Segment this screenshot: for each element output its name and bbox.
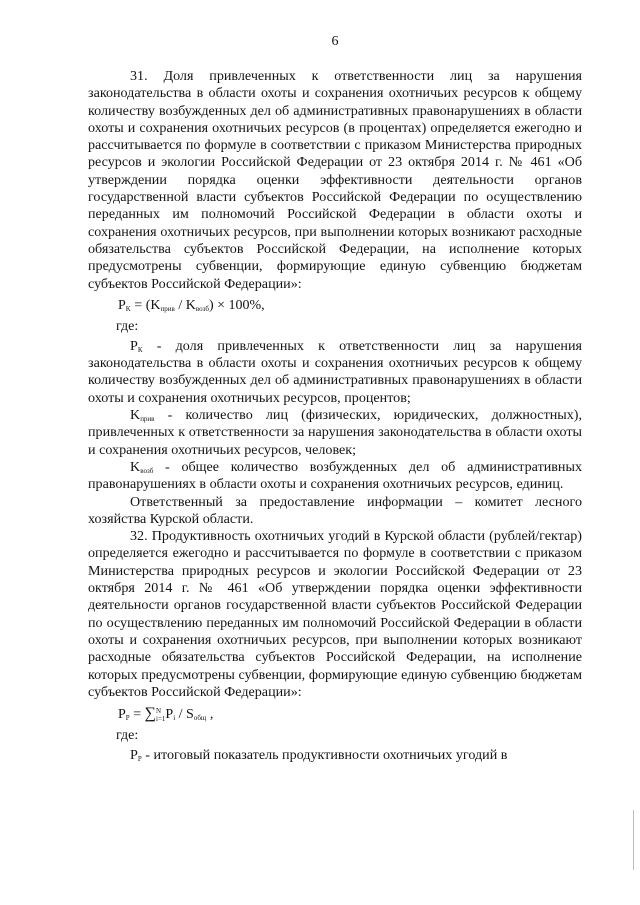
definition-pk bbox=[88, 338, 582, 407]
formula-symbol: P bbox=[118, 707, 126, 723]
where-label: где: bbox=[116, 318, 139, 334]
page-number: 6 bbox=[331, 34, 339, 49]
responsible-paragraph: Ответственный за предоставление информации – комитет лесного хозяйства Курской области. bbox=[88, 493, 582, 527]
formula-subscript: прив bbox=[160, 304, 175, 313]
definition-subscript: К bbox=[137, 345, 143, 354]
definition-symbol: K bbox=[130, 407, 141, 424]
formula-part: = (K bbox=[130, 297, 161, 313]
definition-text: - итоговый показатель продуктивности охотничьих угодий в bbox=[141, 747, 508, 764]
sum-lower-limit: i=1 bbox=[156, 714, 166, 723]
definition-subscript: возб bbox=[140, 466, 154, 475]
formula-subscript: K bbox=[125, 304, 131, 313]
definition-subscript: прив bbox=[140, 415, 155, 424]
formula-symbol: P bbox=[118, 297, 126, 313]
formula-subscript: i bbox=[173, 714, 176, 723]
definition-pp bbox=[88, 747, 582, 764]
sum-upper-limit: N bbox=[156, 706, 162, 715]
formula-part: ) × 100%, bbox=[208, 297, 265, 313]
where-label: где: bbox=[116, 728, 139, 744]
formula-part: / S bbox=[175, 707, 194, 723]
formula-pp bbox=[118, 704, 582, 725]
formula-subscript: возб bbox=[195, 304, 209, 313]
definition-symbol: P bbox=[130, 337, 138, 354]
definition-subscript: P bbox=[137, 755, 142, 764]
paragraph-item-31: 31. Доля привлеченных к ответственности лиц за нарушения законодательства в области охоты и сохранения охотничьих ресурсов к общему количеству возбужденных дел об административных правонарушениях в области охоты и сохранения охотничьих ресурсов (в процентах) определяется ежегодно и рассчитывается по формуле в соответствии с приказом Министерства природных ресурсов и экологии Российской Федерации от 23 октября 2014 г. № 461 «Об утверждении порядка оценки эффективности деятельности органов государственной власти субъектов Российской Федерации по осуществлению переданных им полномочий Российской Федерации в области охоты и сохранения охотничьих ресурсов, при выполнении которых возникают расходные обязательства субъектов Российской Федерации, на исполнение которых предусмотрены субвенции, формирующие единую субвенцию бюджетам субъектов Российской Федерации»: bbox=[88, 68, 582, 292]
paragraph-item-32: 32. Продуктивность охотничьих угодий в Курской области (рублей/гектар) определяется ежегодно и рассчитывается по формуле в соответствии с приказом Министерства природных ресурсов и экологии Российской Федерации от 23 октября 2014 г. № 461 «Об утверждении порядка оценки эффективности деятельности органов государственной власти субъектов Российской Федерации по осуществлению переданных им полномочий Российской Федерации в области охоты и сохранения охотничьих ресурсов, при выполнении которых возникают расходные обязательства субъектов Российской Федерации, на исполнение которых предусмотрены субвенции, формирующие единую субвенцию бюджетам субъектов Российской Федерации»: bbox=[88, 528, 582, 700]
formula-pk bbox=[118, 296, 582, 316]
sum-sign: ∑ bbox=[144, 705, 157, 723]
formula-part: / K bbox=[174, 297, 196, 313]
formula-subscript: общ bbox=[193, 714, 207, 723]
definition-text: - количество лиц (физических, юридических, должностных), привлеченных к ответственности за нарушения законодательства в области охоты и сохранения охотничьих ресурсов, человек; bbox=[88, 407, 582, 458]
definition-text: - доля привлеченных к ответственности лиц за нарушения законодательства в области охоты и сохранения охотничьих ресурсов к общему количеству возбужденных дел об административных правонарушениях в области охоты и сохранения охотничьих ресурсов, процентов; bbox=[88, 337, 582, 406]
definition-kpriv bbox=[88, 407, 582, 459]
definition-symbol: P bbox=[130, 747, 138, 764]
scan-edge-mark bbox=[633, 810, 634, 870]
formula-part: = bbox=[129, 707, 145, 723]
sum-limits bbox=[156, 707, 165, 723]
formula-part: P bbox=[165, 707, 174, 723]
definition-kvozb bbox=[88, 459, 582, 494]
formula-part: , bbox=[206, 707, 214, 723]
formula-subscript: P bbox=[125, 714, 130, 723]
definition-text: - общее количество возбужденных дел об административных правонарушениях в области охоты и сохранения охотничьих ресурсов, единиц. bbox=[88, 458, 582, 493]
definition-symbol: K bbox=[130, 458, 141, 475]
